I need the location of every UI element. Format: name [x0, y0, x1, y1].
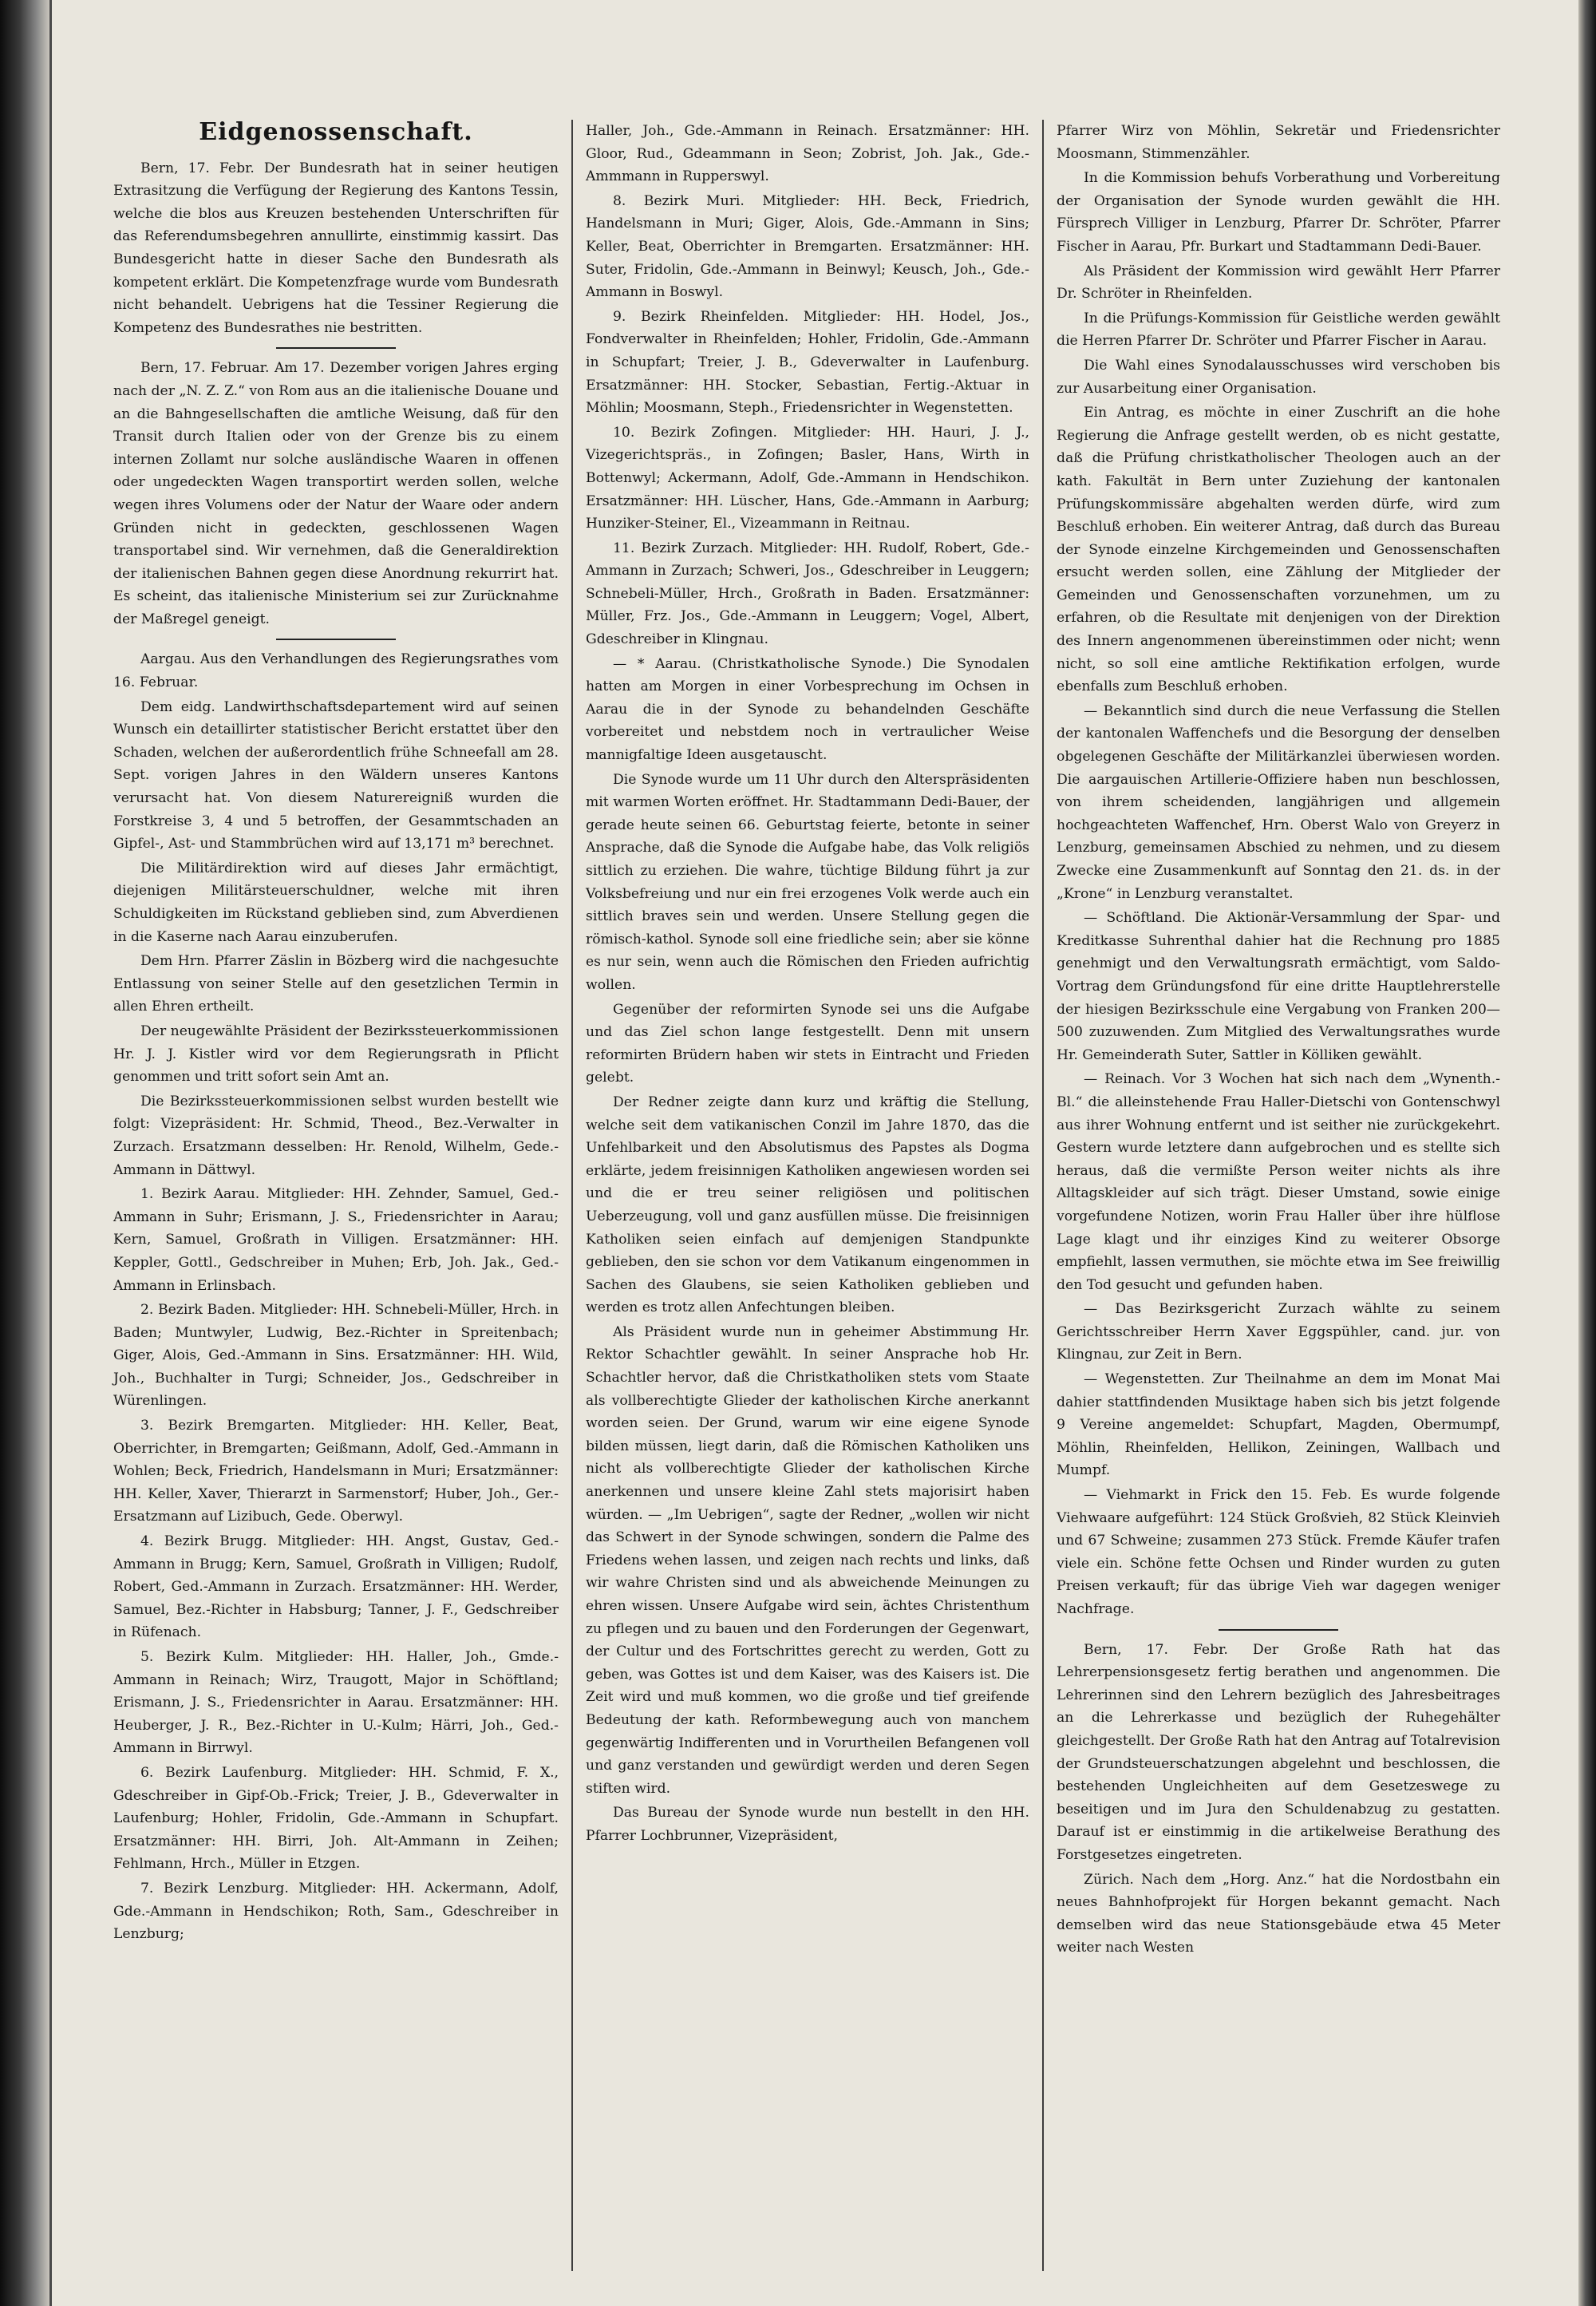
- article-paragraph: Als Präsident der Kommission wird gewählt Herr Pfarrer Dr. Schröter in Rheinfelden.: [1057, 263, 1500, 303]
- column-2: [571, 120, 1042, 2271]
- district-entry: 4. Bezirk Brugg. Mitglieder: HH. Angst, Gustav, Ged.-Ammann in Brugg; Kern, Samuel, Großrath in Villigen; Rudolf, Robert, Ged.-Ammann in Zurzach. Ersatzmänner: HH. Werder, Samuel, Bez.-Richter in Habsburg; Tanner, J. F., Gedschreiber in Rüfenach.: [113, 1533, 559, 1641]
- article-paragraph: — * Aarau. (Christkatholische Synode.) Die Synodalen hatten am Morgen in einer Vorbesprechung im Ochsen in Aarau die in der Synode zu behandelnden Geschäfte vorbereitet und nebstdem noch in vertraulicher Weise mannigfaltige Ideen ausgetauscht.: [586, 655, 1029, 764]
- district-entry: 6. Bezirk Laufenburg. Mitglieder: HH. Schmid, F. X., Gdeschreiber in Gipf-Ob.-Frick; Treier, J. B., Gdeverwalter in Laufenburg; Hohler, Fridolin, Gde.-Ammann in Schupfart. Ersatzmänner: HH. Birri, Joh. Alt-Ammann in Zeihen; Fehlmann, Hrch., Müller in Etzgen.: [113, 1764, 559, 1873]
- article-paragraph: Ein Antrag, es möchte in einer Zuschrift an die hohe Regierung die Anfrage gestellt werden, ob es nicht gestatte, daß die Prüfung christkatholischer Theologen auch an der kath. Fakultät in Bern unter Zuziehung der kantonalen Prüfungskommissäre abgehalten werden dürfe, wird zum Beschluß erhoben. Ein weiterer Antrag, daß durch das Bureau der Synode einzelne Kirchgemeinden und Genossenschaften ersucht werden sollen, eine Zählung der Mitglieder der Gemeinden und Genossenschaften vorzunehmen, um zu erfahren, ob die Resultate mit denjenigen von der Direktion des Innern angenommenen übereinstimmen oder nicht; wenn nicht, so soll eine amtliche Rektifikation erfolgen, wurde ebenfalls zum Beschluß erhoben.: [1057, 405, 1500, 695]
- column-3: [1042, 120, 1513, 2271]
- article-paragraph: Aargau. Aus den Verhandlungen des Regierungsrathes vom 16. Februar.: [113, 651, 559, 691]
- district-entry: 3. Bezirk Bremgarten. Mitglieder: HH. Keller, Beat, Oberrichter, in Bremgarten; Geißmann, Adolf, Ged.-Ammann in Wohlen; Beck, Friedrich, Handelsmann in Muri; Ersatzmänner: HH. Keller, Xaver, Thierarzt in Sarmenstorf; Huber, Joh., Ger.-Ersatzmann auf Lizibuch, Gede. Oberwyl.: [113, 1418, 559, 1525]
- article-paragraph: In die Kommission behufs Vorberathung und Vorbereitung der Organisation der Synode wurden gewählt die HH. Fürsprech Villiger in Lenzburg, Pfarrer Dr. Schröter, Pfarrer Fischer in Aarau, Pfr. Burkart und Stadtammann Dedi-Bauer.: [1057, 170, 1500, 255]
- article-paragraph: Bern, 17. Febr. Der Große Rath hat das Lehrerpensionsgesetz fertig berathen und angenommen. Die Lehrerinnen sind den Lehrern bezüglich des Jahresbeitrages an die Lehrerkasse und bezüglich der Ruhegehälter gleichgestellt. Der Große Rath hat den Antrag auf Totalrevision der Grundsteuerschatzungen abgelehnt und beschlossen, die bestehenden Ungleichheiten auf dem Gesetzeswege zu beseitigen und im Jura den Schuldenabzug zu gestatten. Darauf ist er einstimmig in die artikelweise Berathung des Forstgesetzes eingetreten.: [1057, 1641, 1500, 1863]
- article-paragraph: Pfarrer Wirz von Möhlin, Sekretär und Friedensrichter Moosmann, Stimmenzähler.: [1057, 123, 1500, 162]
- scan-right-edge: [1578, 0, 1596, 2306]
- article-paragraph: — Wegenstetten. Zur Theilnahme an dem im Monat Mai dahier stattfindenden Musiktage haben sich bis jetzt folgende 9 Vereine angemeldet: Schupfart, Magden, Obermumpf, Möhlin, Rheinfelden, Hellikon, Zeiningen, Wallbach und Mumpf.: [1057, 1371, 1500, 1479]
- article-paragraph: Bern, 17. Febr. Der Bundesrath hat in seiner heutigen Extrasitzung die Verfügung der Regierung des Kantons Tessin, welche die blos aus Kreuzen bestehenden Unterschriften für das Referendumsbegehren annullirte, einstimmig kassirt. Das Bundesgericht hatte in dieser Sache den Bundesrath als kompetent erklärt. Die Kompetenzfrage wurde vom Bundesrath nicht behandelt. Uebrigens hat die Tessiner Regierung die Kompetenz des Bundesrathes nie bestritten.: [113, 160, 559, 336]
- separator-rule: [1219, 1629, 1338, 1631]
- article-paragraph: Der Redner zeigte dann kurz und kräftig die Stellung, welche seit dem vatikanischen Conzil im Jahre 1870, das die Unfehlbarkeit und den Absolutismus des Papstes als Dogma erklärte, jedem freisinnigen Katholiken angewiesen worden sei und die er treu seiner religiösen und politischen Ueberzeugung, voll und ganz ausfüllen müsse. Die freisinnigen Katholiken seien einfach auf demjenigen Standpunkte geblieben, den sie schon vor dem Vatikanum eingenommen in Sachen des Glaubens, sie seien Katholiken geblieben und werden es trotz allen Anfechtungen bleiben.: [586, 1094, 1029, 1316]
- article-paragraph: Gegenüber der reformirten Synode sei uns die Aufgabe und das Ziel schon lange festgestellt. Denn mit unsern reformirten Brüdern haben wir stets in Eintracht und Frieden gelebt.: [586, 1001, 1029, 1086]
- article-paragraph: Die Synode wurde um 11 Uhr durch den Alterspräsidenten mit warmen Worten eröffnet. Hr. Stadtammann Dedi-Bauer, der gerade heute seinen 66. Geburtstag feierte, betonte in seiner Ansprache, daß die Synode die Aufgabe habe, das Volk religiös sittlich zu erziehen. Die wahre, tüchtige Bildung führt ja zur Volksbefreiung und nur ein frei erzogenes Volk werde auch ein sittlich braves sein und werden. Unsere Stellung gegen die römisch-kathol. Synode soll eine friedliche sein; aber sie könne es nur sein, wenn auch die Römischen den Frieden aufrichtig wollen.: [586, 771, 1029, 993]
- article-paragraph: Dem eidg. Landwirthschaftsdepartement wird auf seinen Wunsch ein detaillirter statistischer Bericht erstattet über den Schaden, welchen der außerordentlich frühe Schneefall am 28. Sept. vorigen Jahres in den Wäldern unseres Kantons verursacht hat. Von diesem Naturereigniß wurden die Forstkreise 3, 4 und 5 betroffen, der Gesammtschaden an Gipfel-, Ast- und Stammbrüchen wird auf 13,171 m³ berechnet.: [113, 698, 559, 852]
- article-paragraph: Die Militärdirektion wird auf dieses Jahr ermächtigt, diejenigen Militärsteuerschuldner, welche mit ihren Schuldigkeiten im Rückstand geblieben sind, zum Abverdienen in die Kaserne nach Aarau einzuberufen.: [113, 860, 559, 945]
- district-entry: 5. Bezirk Kulm. Mitglieder: HH. Haller, Joh., Gmde.-Ammann in Reinach; Wirz, Traugott, Major in Schöftland; Erismann, J. S., Friedensrichter in Aarau. Ersatzmänner: HH. Heuberger, J. R., Bez.-Richter in U.-Kulm; Härri, Joh., Ged.-Ammann in Birrwyl.: [113, 1649, 559, 1757]
- article-paragraph: Zürich. Nach dem „Horg. Anz.“ hat die Nordostbahn ein neues Bahnhofprojekt für Horgen bekannt gemacht. Nach demselben wird das neue Stationsgebäude etwa 45 Meter weiter nach Westen: [1057, 1871, 1500, 1956]
- separator-rule: [276, 639, 396, 640]
- page-border: [49, 0, 52, 2306]
- district-entry: 2. Bezirk Baden. Mitglieder: HH. Schnebeli-Müller, Hrch. in Baden; Muntwyler, Ludwig, Bez.-Richter in Spreitenbach; Giger, Alois, Ged.-Ammann in Sins. Ersatzmänner: HH. Wild, Joh., Buchhalter in Turgi; Schneider, Jos., Gedschreiber in Würenlingen.: [113, 1302, 559, 1410]
- district-entry: 11. Bezirk Zurzach. Mitglieder: HH. Rudolf, Robert, Gde.-Ammann in Zurzach; Schweri, Jos., Gdeschreiber in Leuggern; Schnebeli-Müller, Hrch., Großrath in Baden. Ersatzmänner: Müller, Frz. Jos., Gde.-Ammann in Leuggern; Vogel, Albert, Gdeschreiber in Klingnau.: [586, 540, 1029, 648]
- district-entry: 7. Bezirk Lenzburg. Mitglieder: HH. Ackermann, Adolf, Gde.-Ammann in Hendschikon; Roth, Sam., Gdeschreiber in Lenzburg;: [113, 1880, 559, 1943]
- article-paragraph: Die Wahl eines Synodalausschusses wird verschoben bis zur Ausarbeitung einer Organisation.: [1057, 357, 1500, 397]
- article-paragraph: Als Präsident wurde nun in geheimer Abstimmung Hr. Rektor Schachtler gewählt. In seiner Ansprache hob Hr. Schachtler hervor, daß die Christkatholiken stets vom Staate als vollberechtigte Glieder der katholischen Kirche anerkannt worden seien. Der Grund, warum wir eine eigene Synode bilden müssen, liegt darin, daß die Römischen Katholiken uns nicht als vollberechtigte Glieder der katholischen Kirche anerkennen und unsere kleine Zahl stets majorisirt haben würden. — „Im Uebrigen“, sagte der Redner, „wollen wir nicht das Schwert in der Synode schwingen, sondern die Palme des Friedens wehen lassen, und zeigen nach rechts und links, daß wir wahre Christen sind und als abweichende Meinungen zu ehren wissen. Unsere Aufgabe wird sein, ächtes Christenthum zu pflegen und zu bauen und den Forderungen der Gegenwart, der Cultur und des Fortschrittes gerecht zu werden, Gott zu geben, was Gottes ist und dem Kaiser, was des Kaisers ist. Die Zeit wird und muß kommen, wo die große und tief greifende Bedeutung der kath. Reformbewegung auch von manchem gegenwärtig Indifferenten und in Vorurtheilen Befangenen voll und ganz verstanden und gewürdigt werden und deren Segen stiften wird.: [586, 1323, 1029, 1797]
- article-paragraph: — Schöftland. Die Aktionär-Versammlung der Spar- und Kreditkasse Suhrenthal dahier hat die Rechnung pro 1885 genehmigt und den Verwaltungsrath ermächtigt, vom Saldo-Vortrag dem Gründungsfond für eine dritte Hauptlehrerstelle der hiesigen Bezirksschule eine Vergabung von Franken 200—500 zuzuwenden. Zum Mitglied des Verwaltungsrathes wurde Hr. Gemeinderath Suter, Sattler in Kölliken gewählt.: [1057, 910, 1500, 1063]
- article-paragraph: Die Bezirkssteuerkommissionen selbst wurden bestellt wie folgt: Vizepräsident: Hr. Schmid, Theod., Bez.-Verwalter in Zurzach. Ersatzmann desselben: Hr. Renold, Wilhelm, Gede.-Ammann in Dättwyl.: [113, 1093, 559, 1178]
- separator-rule: [276, 347, 396, 349]
- section-title: Eidgenossenschaft.: [199, 120, 473, 146]
- article-paragraph: Dem Hrn. Pfarrer Zäslin in Bözberg wird die nachgesuchte Entlassung von seiner Stelle auf den gesetzlichen Termin in allen Ehren ertheilt.: [113, 953, 559, 1015]
- article-paragraph: Bern, 17. Februar. Am 17. Dezember vorigen Jahres erging nach der „N. Z. Z.“ von Rom aus an die italienische Douane und an die Bahngesellschaften die amtliche Weisung, daß für den Transit durch Italien oder von der Grenze bis zu einem internen Zollamt nur solche ausländische Waaren in offenen oder ungedeckten Wagen transportirt werden sollen, welche wegen ihres Volumens oder der Natur der Waare oder andern Gründen nicht in gedeckten, geschlossenen Wagen transportabel sind. Wir vernehmen, daß die Generaldirektion der italienischen Bahnen gegen diese Anordnung rekurrirt hat. Es scheint, das italienische Ministerium sei zur Zurücknahme der Maßregel geneigt.: [113, 360, 559, 627]
- article-paragraph: — Das Bezirksgericht Zurzach wählte zu seinem Gerichtsschreiber Herrn Xaver Eggspühler, cand. jur. von Klingnau, zur Zeit in Bern.: [1057, 1301, 1500, 1363]
- column-1: [101, 120, 571, 2271]
- scan-binding-edge: [0, 0, 49, 2306]
- article-paragraph: In die Prüfungs-Kommission für Geistliche werden gewählt die Herren Pfarrer Dr. Schröter und Pfarrer Fischer in Aarau.: [1057, 310, 1500, 350]
- article-paragraph: — Reinach. Vor 3 Wochen hat sich nach dem „Wynenth.-Bl.“ die alleinstehende Frau Haller-Dietschi von Gontenschwyl aus ihrer Wohnung entfernt und ist seither nie zurückgekehrt. Gestern wurde letztere dann aufgebrochen und es stellte sich heraus, daß die vermißte Person weiter nichts als ihre Alltagskleider auf sich trägt. Dieser Umstand, sowie einige vorgefundene Notizen, worin Frau Haller über ihre hülflose Lage klagt und ihr einziges Kind zu weiterer Obsorge empfiehlt, lassen vermuthen, sie möchte etwa im See freiwillig den Tod gesucht und gefunden haben.: [1057, 1071, 1500, 1293]
- district-entry: 9. Bezirk Rheinfelden. Mitglieder: HH. Hodel, Jos., Fondverwalter in Rheinfelden; Hohler, Fridolin, Gde.-Ammann in Schupfart; Treier, J. B., Gdeverwalter in Laufenburg. Ersatzmänner: HH. Stocker, Sebastian, Fertig.-Aktuar in Möhlin; Moosmann, Steph., Friedensrichter in Wegenstetten.: [586, 308, 1029, 417]
- district-entry: 8. Bezirk Muri. Mitglieder: HH. Beck, Friedrich, Handelsmann in Muri; Giger, Alois, Gde.-Ammann in Sins; Keller, Beat, Oberrichter in Bremgarten. Ersatzmänner: HH. Suter, Fridolin, Gde.-Ammann in Beinwyl; Keusch, Joh., Gde.-Ammann in Boswyl.: [586, 192, 1029, 301]
- article-paragraph: — Bekanntlich sind durch die neue Verfassung die Stellen der kantonalen Waffenchefs und die Besorgung der denselben obgelegenen Geschäfte der Militärkanzlei überwiesen worden. Die aargauischen Artillerie-Offiziere haben nun beschlossen, von ihrem scheidenden, langjährigen und allgemein hochgeachteten Waffenchef, Hrn. Oberst Walo von Greyerz in Lenzburg, gemeinsamen Abschied zu nehmen, und zu diesem Zwecke eine Zusammenkunft auf Sonntag den 21. ds. in der „Krone“ in Lenzburg veranstaltet.: [1057, 702, 1500, 902]
- article-paragraph: Das Bureau der Synode wurde nun bestellt in den HH. Pfarrer Lochbrunner, Vizepräsident,: [586, 1805, 1029, 1844]
- newspaper-page: [49, 0, 1578, 2306]
- article-paragraph: Der neugewählte Präsident der Bezirkssteuerkommissionen Hr. J. J. Kistler wird vor dem Regierungsrath in Pflicht genommen und tritt sofort sein Amt an.: [113, 1022, 559, 1086]
- district-entry: 10. Bezirk Zofingen. Mitglieder: HH. Hauri, J. J., Vizegerichtspräs., in Zofingen; Basler, Hans, Wirth in Bottenwyl; Ackermann, Adolf, Gde.-Ammann in Hendschikon. Ersatzmänner: HH. Lüscher, Hans, Gde.-Ammann in Aarburg; Hunziker-Steiner, El., Vizeammann in Reitnau.: [586, 424, 1029, 532]
- article-paragraph: — Viehmarkt in Frick den 15. Feb. Es wurde folgende Viehwaare aufgeführt: 124 Stück Großvieh, 82 Stück Kleinvieh und 67 Schweine; zusammen 273 Stück. Fremde Käufer trafen viele ein. Schöne fette Ochsen und Rinder wurden zu guten Preisen verkauft; für das übrige Vieh war dagegen weniger Nachfrage.: [1057, 1487, 1500, 1617]
- text-columns: [101, 120, 1555, 2271]
- district-entry: Haller, Joh., Gde.-Ammann in Reinach. Ersatzmänner: HH. Gloor, Rud., Gdeammann in Seon; Zobrist, Joh. Jak., Gde.-Ammmann in Rupperswyl.: [586, 123, 1029, 185]
- district-entry: 1. Bezirk Aarau. Mitglieder: HH. Zehnder, Samuel, Ged.-Ammann in Suhr; Erismann, J. S., Friedensrichter in Aarau; Kern, Samuel, Großrath in Villigen. Ersatzmänner: HH. Keppler, Gottl., Gedschreiber in Muhen; Erb, Joh. Jak., Ged.-Ammann in Erlinsbach.: [113, 1186, 559, 1294]
